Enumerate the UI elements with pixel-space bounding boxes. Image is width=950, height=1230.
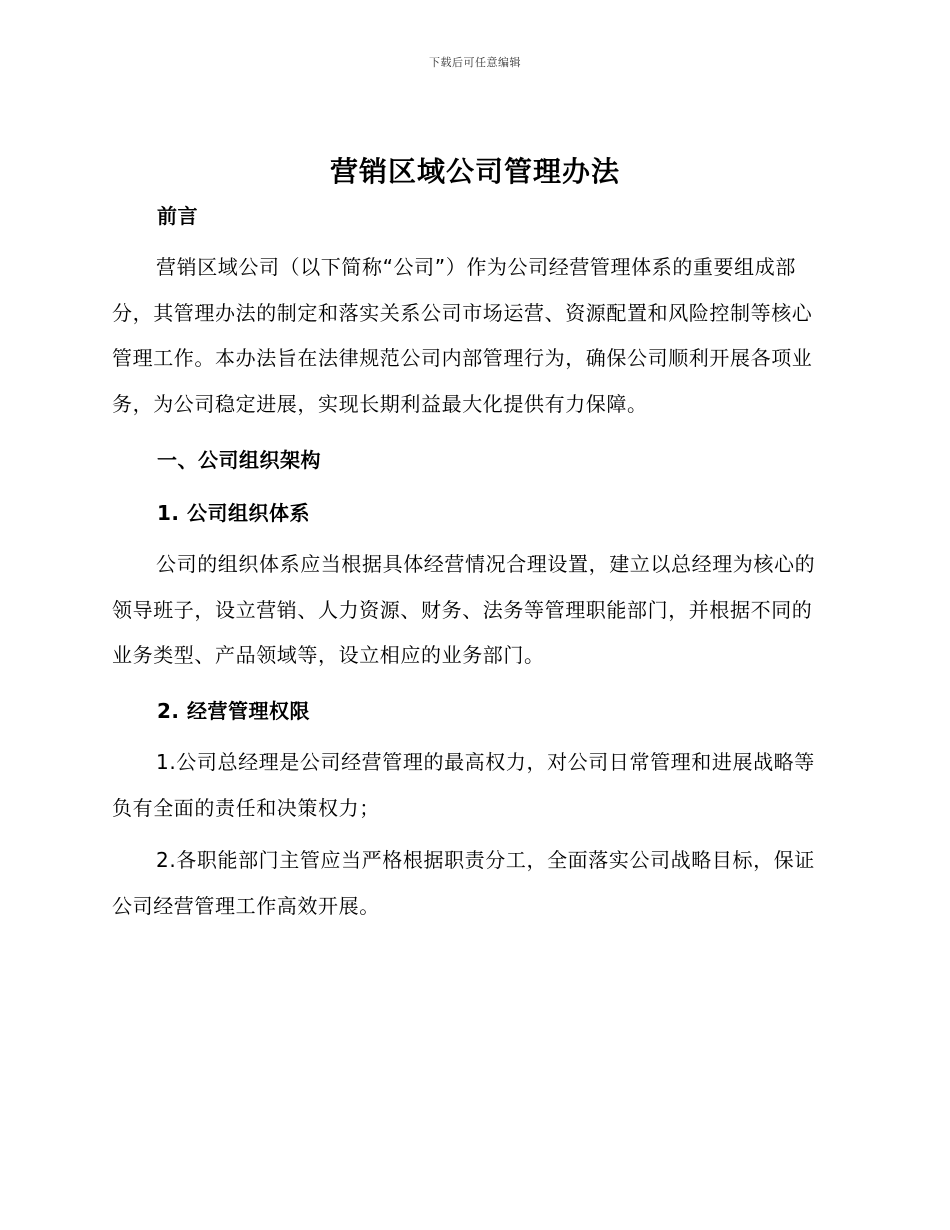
- org-system-paragraph: 公司的组织体系应当根据具体经营情况合理设置，建立以总经理为核心的领导班子，设立营销、人力资源、财务、法务等管理职能部门，并根据不同的业务类型、产品领域等，设立相应的业务部门。: [112, 552, 816, 667]
- subsection-heading-authority: 2. 经营管理权限: [157, 699, 310, 723]
- header-note: 下载后可任意编辑: [429, 56, 521, 69]
- subsection-heading-org-system: 1. 公司组织体系: [157, 501, 310, 525]
- document-title: 营销区域公司管理办法: [329, 155, 620, 188]
- authority-item-2: 2.各职能部门主管应当严格根据职责分工，全面落实公司战略目标，保证公司经营管理工作高效开展。: [112, 848, 815, 918]
- section-heading-organization: 一、公司组织架构: [157, 448, 321, 472]
- preface-heading: 前言: [157, 204, 198, 228]
- preface-paragraph: 营销区域公司（以下简称“公司”）作为公司经营管理体系的重要组成部分，其管理办法的制定和落实关系公司市场运营、资源配置和风险控制等核心管理工作。本办法旨在法律规范公司内部管理行为，确保公司顺利开展各项业务，为公司稳定进展，实现长期利益最大化提供有力保障。: [112, 255, 813, 416]
- authority-item-1: 1.公司总经理是公司经营管理的最高权力，对公司日常管理和进展战略等负有全面的责任和决策权力；: [112, 750, 815, 820]
